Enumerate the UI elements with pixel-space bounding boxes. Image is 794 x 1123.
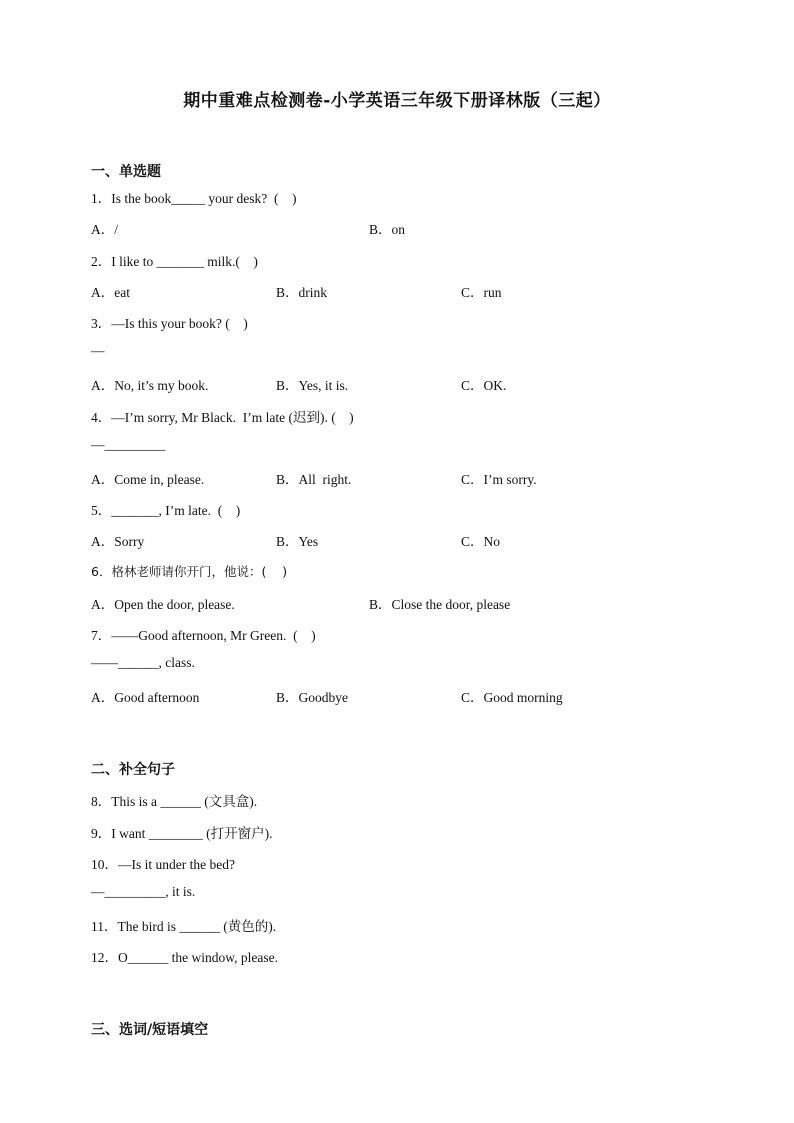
question-3-answer-line: —	[91, 343, 105, 358]
section-heading-complete-sentences: 二、补全句子	[91, 762, 175, 778]
question-7-option-b: B．Goodbye	[276, 690, 348, 705]
question-7-option-a: A．Good afternoon	[91, 690, 200, 705]
section-heading-word-fill: 三、选词/短语填空	[91, 1022, 209, 1038]
question-1-option-b: B．on	[369, 222, 406, 237]
question-6-option-a: A．Open the door, please.	[91, 597, 235, 612]
question-4-option-a: A．Come in, please.	[91, 472, 205, 487]
question-3-option-c: C．OK.	[461, 378, 507, 393]
question-7: 7．——Good afternoon, Mr Green. ( )	[91, 628, 316, 643]
question-4-option-c: C．I’m sorry.	[461, 472, 537, 487]
question-5: 5．_______, I’m late. ( )	[91, 503, 241, 518]
question-3-option-a: A．No, it’s my book.	[91, 378, 209, 393]
question-3: 3．—Is this your book? ( )	[91, 316, 248, 331]
page-title: 期中重难点检测卷-小学英语三年级下册译林版（三起）	[183, 91, 611, 111]
question-2-option-c: C．run	[461, 285, 502, 300]
question-11: 11．The bird is ______ (黄色的).	[91, 919, 277, 934]
question-2-option-b: B．drink	[276, 285, 328, 300]
question-2-option-a: A．eat	[91, 285, 130, 300]
question-6: 6．格林老师请你开门，他说：( )	[91, 564, 288, 579]
question-1: 1．Is the book_____ your desk? ( )	[91, 191, 297, 206]
question-1-option-a: A．/	[91, 222, 118, 237]
question-2: 2．I like to _______ milk.( )	[91, 254, 258, 269]
question-7-option-c: C．Good morning	[461, 690, 563, 705]
question-4-option-b: B．All right.	[276, 472, 352, 487]
question-5-option-a: A．Sorry	[91, 534, 145, 549]
question-12: 12．O______ the window, please.	[91, 950, 278, 965]
question-10: 10．—Is it under the bed?	[91, 857, 235, 872]
question-3-option-b: B．Yes, it is.	[276, 378, 349, 393]
question-9: 9．I want ________ (打开窗户).	[91, 826, 273, 841]
question-6-option-b: B．Close the door, please	[369, 597, 511, 612]
question-5-option-c: C．No	[461, 534, 501, 549]
section-heading-single-choice: 一、单选题	[91, 164, 161, 180]
question-5-option-b: B．Yes	[276, 534, 319, 549]
question-8: 8．This is a ______ (文具盒).	[91, 794, 258, 809]
question-10-answer-line: —_________, it is.	[91, 884, 196, 899]
question-4-answer-line: —_________	[91, 437, 166, 452]
question-4: 4．—I’m sorry, Mr Black. I’m late (迟到). ( )	[91, 410, 354, 425]
question-7-answer-line: ——______, class.	[91, 655, 195, 670]
